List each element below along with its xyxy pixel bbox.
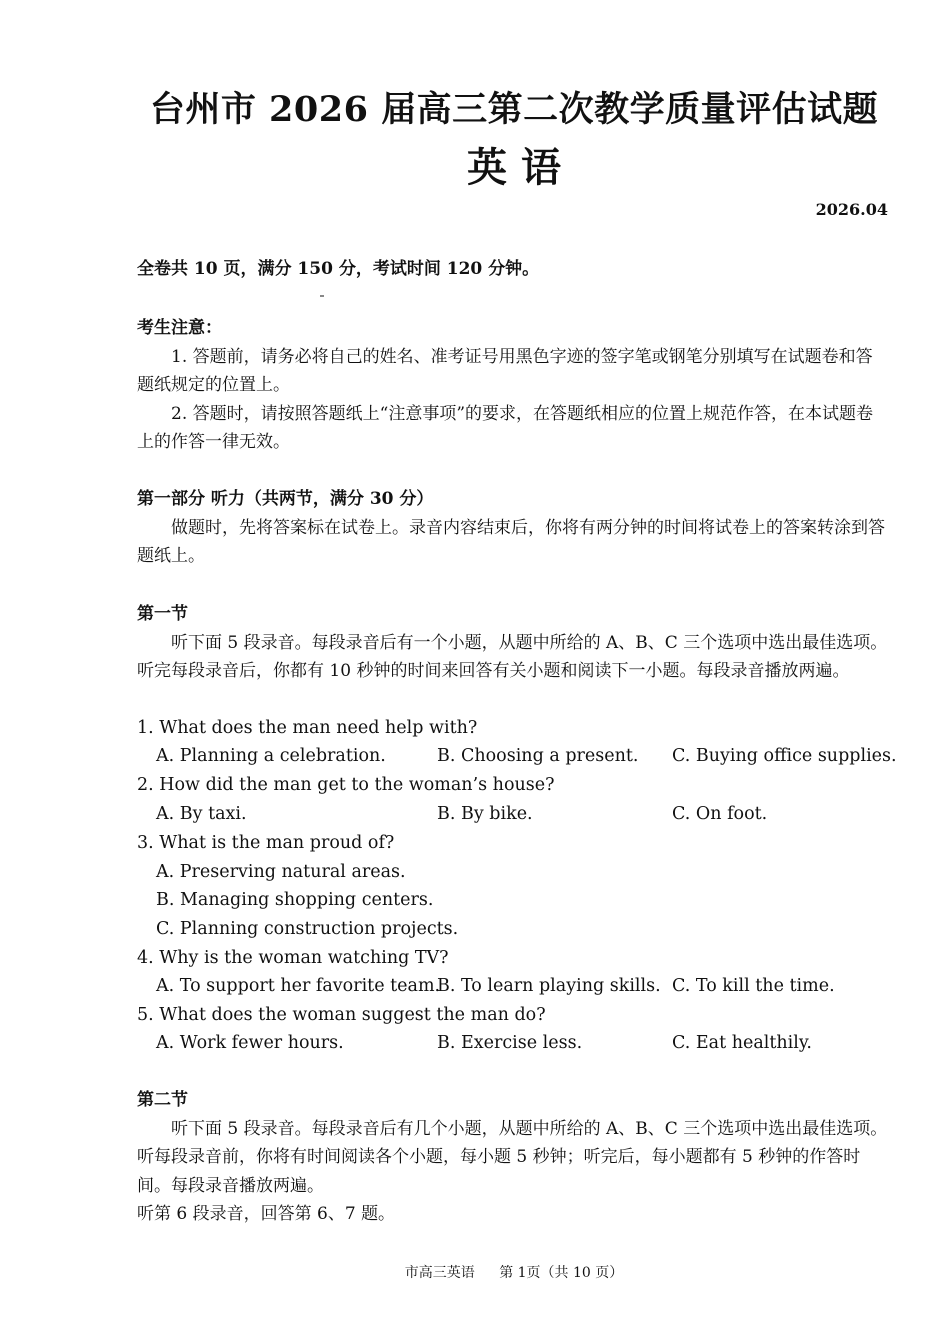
part1-heading: 第一部分 听力（共两节，满分 30 分） bbox=[137, 489, 434, 509]
part1-intro: 做题时，先将答案标在试卷上。录音内容结束后，你将有两分钟的时间将试卷上的答案转涂到答题纸上。 bbox=[137, 517, 885, 566]
option-2c: C. On foot. bbox=[672, 804, 768, 824]
option-3c: C. Planning construction projects. bbox=[156, 919, 459, 939]
footer-subject: 市高三英语 bbox=[404, 1265, 475, 1281]
exam-subject: 英 语 bbox=[467, 144, 561, 191]
scan-mark bbox=[320, 295, 324, 297]
footer-page-number: 第 1页（共 10 页） bbox=[499, 1265, 624, 1281]
option-2b: B. By bike. bbox=[437, 804, 533, 824]
question-4: 4. Why is the woman watching TV? bbox=[137, 948, 449, 968]
section1 bbox=[137, 600, 889, 686]
part1-section bbox=[137, 485, 889, 571]
question-3: 3. What is the man proud of? bbox=[137, 833, 395, 853]
section2 bbox=[137, 1086, 889, 1229]
option-1a: A. Planning a celebration. bbox=[156, 746, 386, 766]
page-footer bbox=[0, 1262, 950, 1282]
question-5: 5. What does the woman suggest the man do? bbox=[137, 1005, 546, 1025]
option-4a: A. To support her favorite team. bbox=[156, 976, 441, 996]
question-1: 1. What does the man need help with? bbox=[137, 718, 478, 738]
option-4c: C. To kill the time. bbox=[672, 976, 835, 996]
option-1c: C. Buying office supplies. bbox=[672, 746, 897, 766]
exam-title: 台州市 2026 届高三第二次教学质量评估试题 bbox=[149, 89, 879, 130]
exam-summary: 全卷共 10 页，满分 150 分，考试时间 120 分钟。 bbox=[137, 259, 540, 279]
notice-section bbox=[137, 314, 889, 457]
question-2: 2. How did the man get to the woman’s house? bbox=[137, 775, 555, 795]
option-2a: A. By taxi. bbox=[156, 804, 247, 824]
section2-instruction: 听第 6 段录音，回答第 6、7 题。 bbox=[137, 1204, 396, 1224]
option-5c: C. Eat healthily. bbox=[672, 1033, 812, 1053]
section1-heading: 第一节 bbox=[137, 604, 188, 624]
option-3a: A. Preserving natural areas. bbox=[156, 862, 406, 882]
option-3b: B. Managing shopping centers. bbox=[156, 890, 434, 910]
exam-date: 2026.04 bbox=[815, 200, 888, 219]
section1-intro: 听下面 5 段录音。每段录音后有一个小题，从题中所给的 A、B、C 三个选项中选出最佳选项。听完每段录音后，你都有 10 秒钟的时间来回答有关小题和阅读下一小题。每段录音播放两遍。 bbox=[137, 632, 888, 681]
notice-item: 2. 答题时，请按照答题纸上“注意事项”的要求，在答题纸相应的位置上规范作答，在本试题卷上的作答一律无效。 bbox=[137, 403, 874, 452]
option-5b: B. Exercise less. bbox=[437, 1033, 583, 1053]
notice-item: 1. 答题前，请务必将自己的姓名、准考证号用黑色字迹的签字笔或钢笔分别填写在试题卷和答题纸规定的位置上。 bbox=[137, 346, 873, 395]
section2-heading: 第二节 bbox=[137, 1090, 188, 1110]
option-4b: B. To learn playing skills. bbox=[437, 976, 661, 996]
option-5a: A. Work fewer hours. bbox=[156, 1033, 344, 1053]
option-1b: B. Choosing a present. bbox=[437, 746, 639, 766]
notice-heading: 考生注意： bbox=[137, 318, 222, 338]
section2-intro: 听下面 5 段录音。每段录音后有几个小题，从题中所给的 A、B、C 三个选项中选出最佳选项。听每段录音前，你将有时间阅读各个小题，每小题 5 秒钟；听完后，每小题都有 5 秒钟的作答时间。每段录音播放两遍。 bbox=[137, 1118, 888, 1196]
